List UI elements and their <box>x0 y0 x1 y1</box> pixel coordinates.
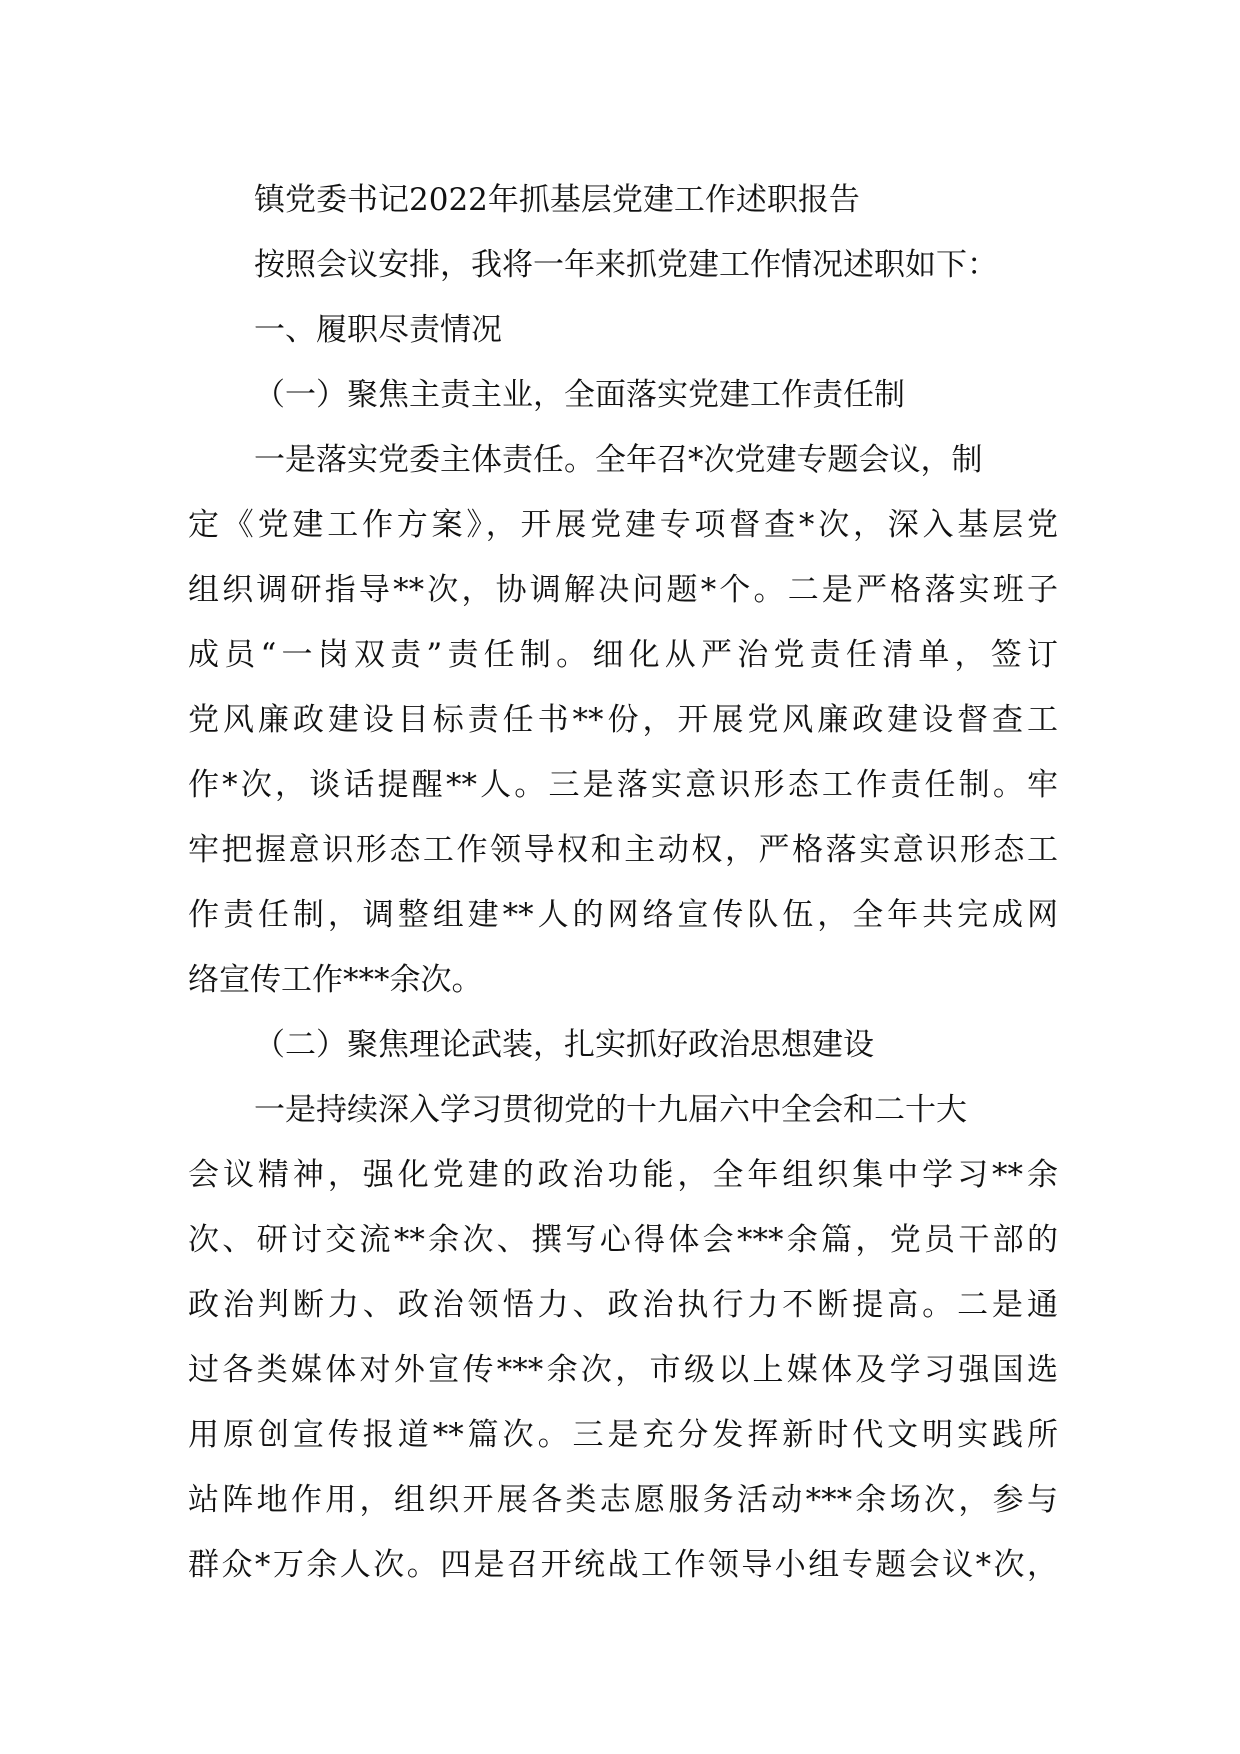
paragraph-line: 作*次，谈话提醒**人。三是落实意识形态工作责任制。牢 <box>188 767 1058 803</box>
paragraph-line: 络宣传工作***余次。 <box>188 962 483 998</box>
paragraph-line: 一是落实党委主体责任。全年召*次党建专题会议，制 <box>254 442 983 478</box>
paragraph-line: 组织调研指导**次，协调解决问题*个。二是严格落实班子 <box>188 572 1058 608</box>
document-body <box>188 168 1058 1598</box>
subsection-heading-2: （二）聚焦理论武装，扎实抓好政治思想建设 <box>254 1027 874 1063</box>
paragraph-line: 一是持续深入学习贯彻党的十九届六中全会和二十大 <box>254 1092 967 1128</box>
paragraph-line: 作责任制，调整组建**人的网络宣传队伍，全年共完成网 <box>188 897 1058 933</box>
paragraph-line: 牢把握意识形态工作领导权和主动权，严格落实意识形态工 <box>188 832 1058 868</box>
intro-paragraph: 按照会议安排，我将一年来抓党建工作情况述职如下： <box>254 247 998 283</box>
subsection-heading-1: （一）聚焦主责主业，全面落实党建工作责任制 <box>254 377 905 413</box>
document-title: 镇党委书记2022年抓基层党建工作述职报告 <box>254 182 860 218</box>
section-heading-1: 一、履职尽责情况 <box>254 312 502 348</box>
paragraph-line: 过各类媒体对外宣传***余次，市级以上媒体及学习强国选 <box>188 1352 1058 1388</box>
paragraph-line: 政治判断力、政治领悟力、政治执行力不断提高。二是通 <box>188 1287 1058 1323</box>
paragraph-line: 会议精神，强化党建的政治功能，全年组织集中学习**余 <box>188 1157 1058 1193</box>
paragraph-line: 次、研讨交流**余次、撰写心得体会***余篇，党员干部的 <box>188 1222 1058 1258</box>
paragraph-line: 党风廉政建设目标责任书**份，开展党风廉政建设督查工 <box>188 702 1058 738</box>
paragraph-line: 定《党建工作方案》，开展党建专项督查*次，深入基层党 <box>188 507 1058 543</box>
paragraph-line: 用原创宣传报道**篇次。三是充分发挥新时代文明实践所 <box>188 1417 1058 1453</box>
paragraph-line: 成员“一岗双责”责任制。细化从严治党责任清单，签订 <box>188 637 1058 673</box>
paragraph-line: 群众*万余人次。四是召开统战工作领导小组专题会议*次， <box>188 1547 1058 1583</box>
paragraph-line: 站阵地作用，组织开展各类志愿服务活动***余场次，参与 <box>188 1482 1058 1518</box>
